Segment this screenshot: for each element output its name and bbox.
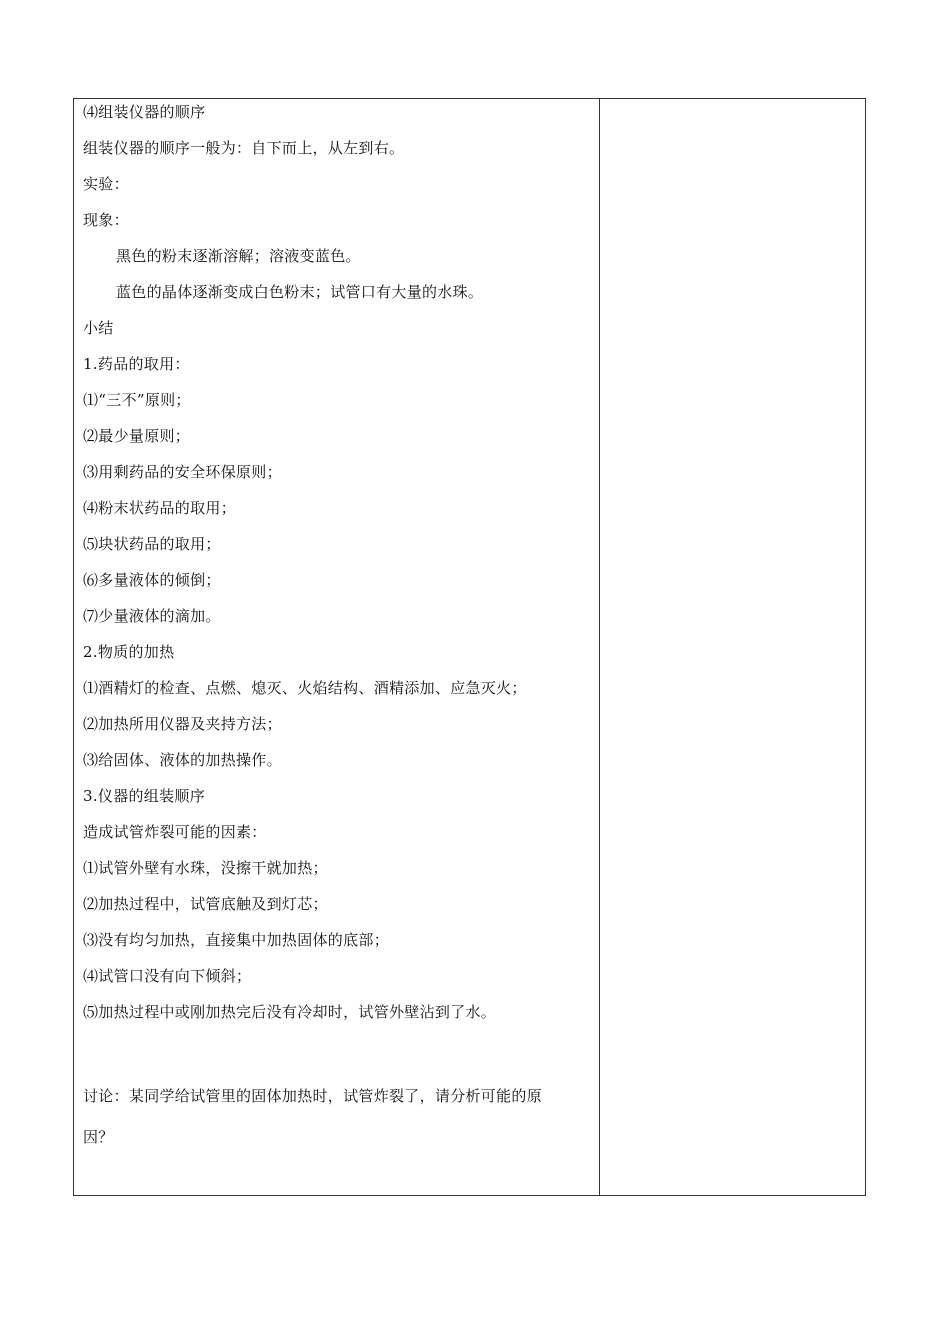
text-line: 实验：	[83, 175, 129, 193]
list-item: ⑸块状药品的取用；	[83, 535, 221, 553]
list-item: ⑴“三不”原则；	[83, 391, 191, 409]
text-line: ⑷组装仪器的顺序	[83, 103, 206, 121]
list-item: ⑷试管口没有向下倾斜；	[83, 967, 252, 985]
list-item: ⑴酒精灯的检查、点燃、熄灭、火焰结构、酒精添加、应急灭火；	[83, 679, 527, 697]
section-heading: 3.仪器的组装顺序	[83, 787, 206, 805]
list-item: ⑵加热过程中，试管底触及到灯芯；	[83, 895, 328, 913]
list-item: ⑶给固体、液体的加热操作。	[83, 751, 282, 769]
list-item: ⑵最少量原则；	[83, 427, 191, 445]
table-left-cell	[74, 99, 600, 1195]
text-line: 组装仪器的顺序一般为：自下而上，从左到右。	[83, 139, 405, 157]
list-item: ⑴试管外壁有水珠，没擦干就加热；	[83, 859, 328, 877]
list-item: ⑶用剩药品的安全环保原则；	[83, 463, 282, 481]
text-line: 蓝色的晶体逐渐变成白色粉末；试管口有大量的水珠。	[116, 283, 484, 301]
text-line: 黑色的粉末逐渐溶解；溶液变蓝色。	[116, 247, 361, 265]
discussion-question-continued: 因？	[83, 1128, 114, 1146]
section-heading: 1.药品的取用：	[83, 355, 190, 373]
list-item: ⑵加热所用仪器及夹持方法；	[83, 715, 282, 733]
list-item: ⑹多量液体的倾倒；	[83, 571, 221, 589]
list-item: ⑸加热过程中或刚加热完后没有冷却时，试管外壁沾到了水。	[83, 1003, 497, 1021]
section-heading: 小结	[83, 319, 114, 337]
table-right-cell	[600, 99, 865, 1195]
text-line: 造成试管炸裂可能的因素：	[83, 823, 267, 841]
discussion-question: 讨论：某同学给试管里的固体加热时，试管炸裂了，请分析可能的原	[83, 1087, 543, 1105]
list-item: ⑺少量液体的滴加。	[83, 607, 221, 625]
list-item: ⑷粉末状药品的取用；	[83, 499, 237, 517]
content-table	[73, 98, 866, 1196]
list-item: ⑶没有均匀加热，直接集中加热固体的底部；	[83, 931, 390, 949]
section-heading: 2.物质的加热	[83, 643, 175, 661]
text-line: 现象：	[83, 211, 129, 229]
